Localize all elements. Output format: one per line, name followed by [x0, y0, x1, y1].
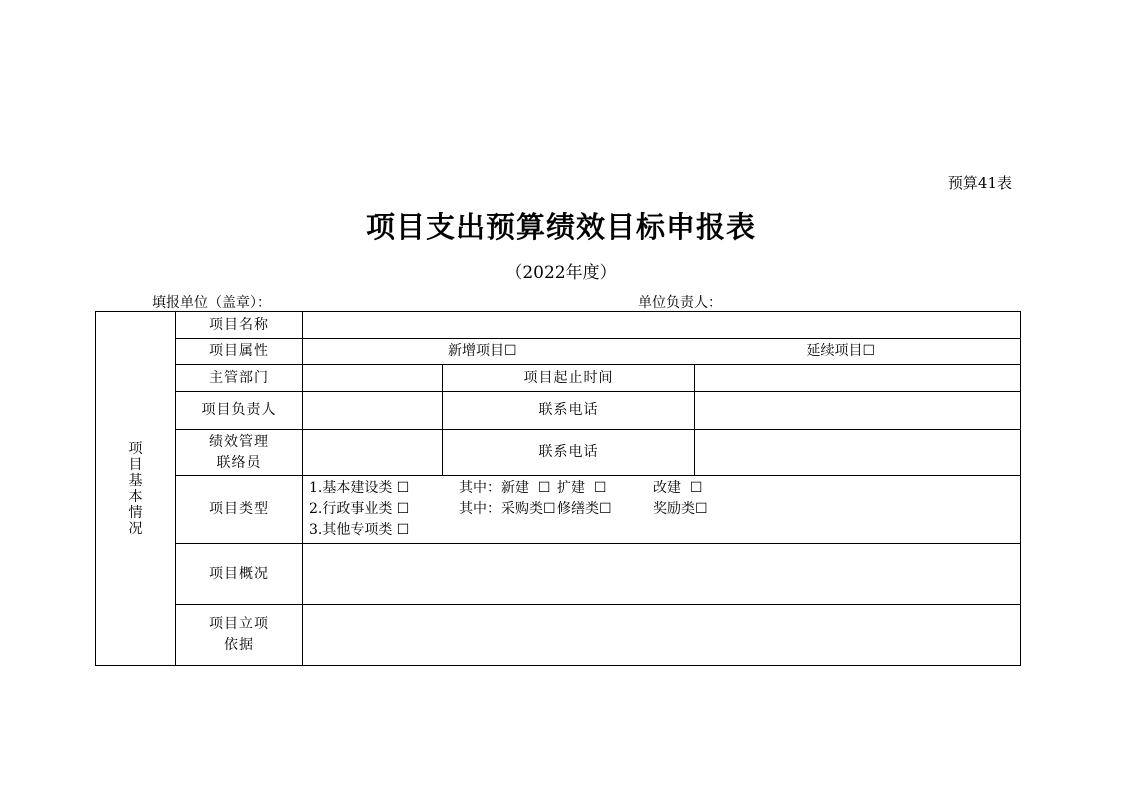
checkbox-new-project[interactable]: 新增项目☐: [447, 343, 517, 359]
checkbox-capital-construction[interactable]: 1.基本建设类 ☐: [309, 480, 410, 496]
row-overview: [96, 544, 1021, 605]
type-row-2: [309, 499, 1020, 520]
label-phone-2: 联系电话: [443, 430, 695, 476]
row-project-name: [96, 312, 1021, 339]
field-project-type: [303, 476, 1021, 544]
checkbox-reward[interactable]: 奖励类☐: [653, 501, 708, 517]
type-row-3: [309, 520, 1020, 541]
field-dept[interactable]: [303, 365, 443, 392]
label-project-name: 项目名称: [176, 312, 303, 339]
label-overview: 项目概况: [176, 544, 303, 605]
checkbox-new-build[interactable]: 其中：新建 ☐: [459, 480, 551, 496]
responsible-person-label: 单位负责人：: [638, 295, 722, 311]
section-label-basic-info: 项 目 基 本 情 况: [96, 312, 176, 666]
row-perf-contact: [96, 430, 1021, 476]
row-leader: [96, 392, 1021, 430]
label-dept: 主管部门: [176, 365, 303, 392]
application-form-table: [95, 311, 1021, 666]
field-leader[interactable]: [303, 392, 443, 430]
checkbox-procurement[interactable]: 其中：采购类☐: [459, 501, 556, 517]
filler-unit-label: 填报单位（盖章）：: [152, 295, 271, 311]
checkbox-renovation[interactable]: 改建 ☐: [653, 480, 703, 496]
field-project-attr: [303, 339, 1021, 365]
row-project-type: [96, 476, 1021, 544]
checkbox-repair[interactable]: 修缮类☐: [557, 501, 612, 517]
label-start-end: 项目起止时间: [443, 365, 695, 392]
form-number: 预算41表: [947, 174, 1012, 192]
checkbox-continue-project[interactable]: 延续项目☐: [806, 343, 876, 359]
field-basis[interactable]: [303, 605, 1021, 666]
checkbox-admin[interactable]: 2.行政事业类 ☐: [309, 501, 410, 517]
field-phone[interactable]: [695, 392, 1021, 430]
row-project-attr: [96, 339, 1021, 365]
field-project-name[interactable]: [303, 312, 1021, 339]
label-phone: 联系电话: [443, 392, 695, 430]
row-dept: [96, 365, 1021, 392]
row-basis: [96, 605, 1021, 666]
field-phone-2[interactable]: [695, 430, 1021, 476]
label-perf-contact: 绩效管理 联络员: [176, 430, 303, 476]
checkbox-other[interactable]: 3.其他专项类 ☐: [309, 522, 410, 538]
year-subtitle: （2022年度）: [505, 263, 617, 283]
page-title: 项目支出预算绩效目标申报表: [365, 210, 756, 244]
label-project-type: 项目类型: [176, 476, 303, 544]
label-basis: 项目立项 依据: [176, 605, 303, 666]
label-leader: 项目负责人: [176, 392, 303, 430]
field-overview[interactable]: [303, 544, 1021, 605]
type-row-1: [309, 478, 1020, 499]
checkbox-expansion[interactable]: 扩建 ☐: [557, 480, 607, 496]
field-start-end[interactable]: [695, 365, 1021, 392]
label-project-attr: 项目属性: [176, 339, 303, 365]
field-perf-contact[interactable]: [303, 430, 443, 476]
